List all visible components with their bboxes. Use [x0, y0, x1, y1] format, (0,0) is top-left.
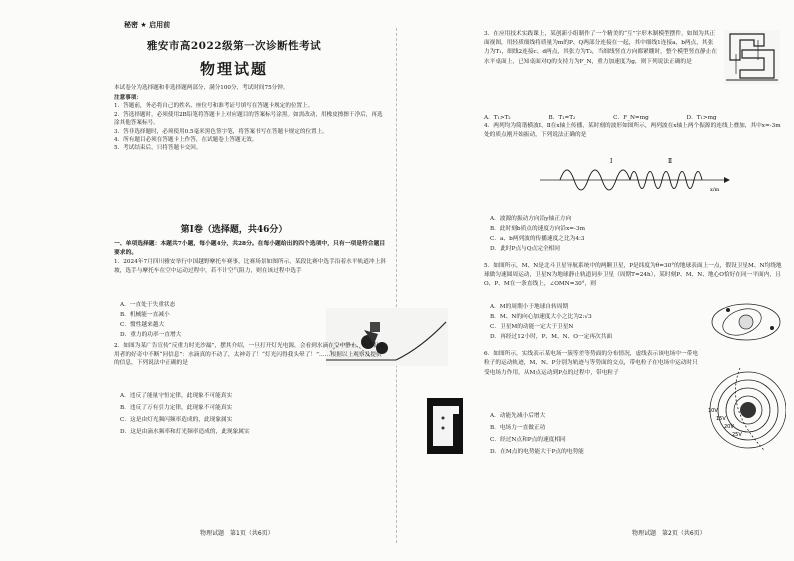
question-1 — [114, 258, 386, 275]
q6-option-d: D．在M点的电势能大于P点的电势能 — [490, 449, 584, 455]
q2-stem: 2．如图为某广告宣传“反重力时光沙漏”，摆其介绍，一旦打开灯光电源，会看到水滴在空中静止，在产品使用者的好奇中不断“问信息”：水滴真的不动了，太神奇了！“灯光闪得我头晕了！”……根据以上观察及提供的信息，下列说法中正确的是 — [114, 343, 386, 367]
q5-option-b: B．M、N的向心加速度大小之比为2:√3 — [490, 314, 592, 320]
field-label-10v: 10V — [708, 408, 718, 414]
q1-options — [114, 300, 304, 340]
secret-label: 秘密 ★ 启用前 — [124, 21, 171, 29]
q4-option-d: D．此时P点与Q点完全相同 — [490, 246, 560, 252]
question-4 — [484, 122, 784, 140]
question-2 — [114, 342, 386, 368]
field-label-15v: 15V — [716, 416, 726, 422]
wave-figure — [540, 155, 730, 205]
q4-options — [484, 214, 704, 254]
q6-option-a: A．动能先减小后增大 — [490, 413, 546, 419]
question-6 — [484, 350, 700, 378]
question-3 — [484, 30, 718, 67]
left-footer: 物理试题 第1页（共6页） — [200, 530, 274, 537]
q5-option-a: A．M的周期小于地球自转周期 — [490, 304, 569, 310]
q3-options — [484, 112, 784, 121]
section1-title: 第Ⅰ卷（选择题，共46分） — [180, 225, 288, 235]
exam-title: 雅安市高2022级第一次诊断性考试 — [146, 40, 322, 52]
page-divider — [396, 28, 397, 543]
notice-item: 2．答选择题时，必须使用2B铅笔将答题卡上对应题目的答案标号涂黑。如需改动，用橡皮擦擦干净后，再选涂其他答案标号。 — [114, 111, 383, 127]
q5-options — [484, 302, 704, 342]
q1-option-d: D．重力的功率一直增大 — [120, 332, 182, 338]
q4-option-b: B．此时刻b质点的速度方向沿x=-3m — [490, 226, 585, 232]
q5-stem: 5．如图所示，M、N是北斗卫星导航系统中的两颗卫星，P是纬度为θ=30°的地球表面上一点，假设卫星M、N均绕地球做匀速圆周运动，卫星N为地球静止轨道同步卫星（周期T=24h），某时刻P、M、N、地心O恰好在同一平面内，且O、P、M在一条直线上，∠OMN=30°，则 — [484, 263, 782, 288]
q6-option-b: B．电场力一直做正功 — [490, 425, 546, 431]
orbit-figure — [710, 296, 784, 348]
notice-block — [114, 94, 386, 153]
q4-option-a: A．波源的振动方向沿y轴正方向 — [490, 216, 572, 222]
q6-stem: 6．如图所示，实线表示某电场一簇等差等势面的分布情况，虚线表示该电场中一带电粒子的运动轨迹，M、N、P分别为轨迹与等势面的交点，带电粒子在电场中运动时只受电场力作用，从M点运动到P点的过程中，带电粒子 — [484, 351, 699, 376]
right-footer: 物理试题 第2页（共6页） — [632, 530, 706, 537]
section1-intro: 一、单项选择题：本题共7小题，每小题4分，共28分。在每小题给出的四个选项中，只有一项是符合题目要求的。 — [114, 241, 386, 256]
notice-item: 5．考试结束后，只将答题卡交回。 — [114, 145, 202, 152]
field-label-25v: 25V — [732, 432, 742, 438]
wave-label-2: Ⅱ — [668, 158, 673, 165]
q3-option-b: B．T₁=T₂ — [548, 115, 576, 121]
notice-item: 3．答非选择题时，必须使用0.5毫米黑色签字笔，将答案书写在答题卡规定的位置上。 — [114, 128, 328, 135]
wave-label-1: Ⅰ — [610, 158, 613, 165]
q4-stem: 4．两列均为简谐横波Ⅰ、Ⅱ在x轴上传播，某时刻的波形如图所示，两列波在x轴上两个振源的连线上叠加，其中x=-3m处的质点刚开始振动，下列说法正确的是 — [484, 123, 781, 139]
field-label-20v: 20V — [724, 424, 734, 430]
q5-option-d: D．再经过12小时，P、M、N、O一定再次共面 — [490, 334, 613, 340]
q2-option-b: B．违反了万有引力定律，此现象不可能真实 — [120, 405, 233, 411]
q1-stem: 1．2024年7月四川雅安举行中国越野摩托车赛事，比赛场景如图所示，某段比赛中选手沿着水平轨道冲上斜坡，选手与摩托车在空中运动过程中，若不计空气阻力，则在该过程中选手 — [114, 259, 386, 274]
q3-stem: 3．在应用技术实践课上，某创新小组制作了一个精美的“互”字形木制模型摆件，如图为其正面视图，用轻质细线将质量为m的P、Q两部分连接在一起，其中细线1连接a、b两点，其张力为T₁，细线2连接c、d两点，其张力为T₂，当细线竖直方向都紧绷时，整个模型竖直静止在水平桌面上，已知桌面对Q的支持力为F_N，重力加速度为g，则下列说法正确的是 — [484, 31, 718, 65]
q3-option-d: D．T₁>mg — [686, 115, 717, 121]
q4-option-c: C．a、b两列波的传播速度之比为4:3 — [490, 236, 585, 242]
q1-option-b: B．机械能一直减小 — [120, 312, 170, 318]
q2-options — [114, 390, 334, 438]
equipotential-figure — [704, 358, 786, 458]
wave-axis-label: x/m — [710, 187, 720, 193]
question-5 — [484, 262, 784, 290]
wood-model-figure — [724, 30, 780, 84]
q6-options — [484, 410, 704, 458]
q2-option-d: D．这是由滴水频率和灯光频率造成的，此现象属实 — [120, 429, 250, 435]
q3-option-a: A．T₁>T₂ — [484, 115, 511, 121]
q2-option-c: C．这是由灯光频闪频率造成的，此现象属实 — [120, 417, 233, 423]
q5-option-c: C．卫星M的动能一定大于卫星N — [490, 324, 574, 330]
subject-title: 物理试题 — [199, 60, 268, 78]
q3-option-c: C．F_N=mg — [613, 115, 649, 121]
q6-option-c: C．经过N点和P点的速度相同 — [490, 437, 566, 443]
q2-option-a: A．违反了能量守恒定律，此现象不可能真实 — [120, 393, 233, 399]
q1-option-c: C．惯性越来越大 — [120, 322, 165, 328]
notice-title: 注意事项： — [114, 95, 142, 101]
notice-item: 4．所有题目必须在答题卡上作答，在试题卷上答题无效。 — [114, 137, 258, 144]
notice-item: 1．答题前，务必将自己的姓名、座位号和准考证号填写在答题卡规定的位置上。 — [114, 103, 314, 110]
hourglass-figure — [425, 396, 465, 456]
intro-text: 本试卷分为选择题和非选择题两部分，满分100分，考试时间75分钟。 — [114, 85, 289, 91]
q1-option-a: A．一直处于失重状态 — [120, 302, 176, 308]
